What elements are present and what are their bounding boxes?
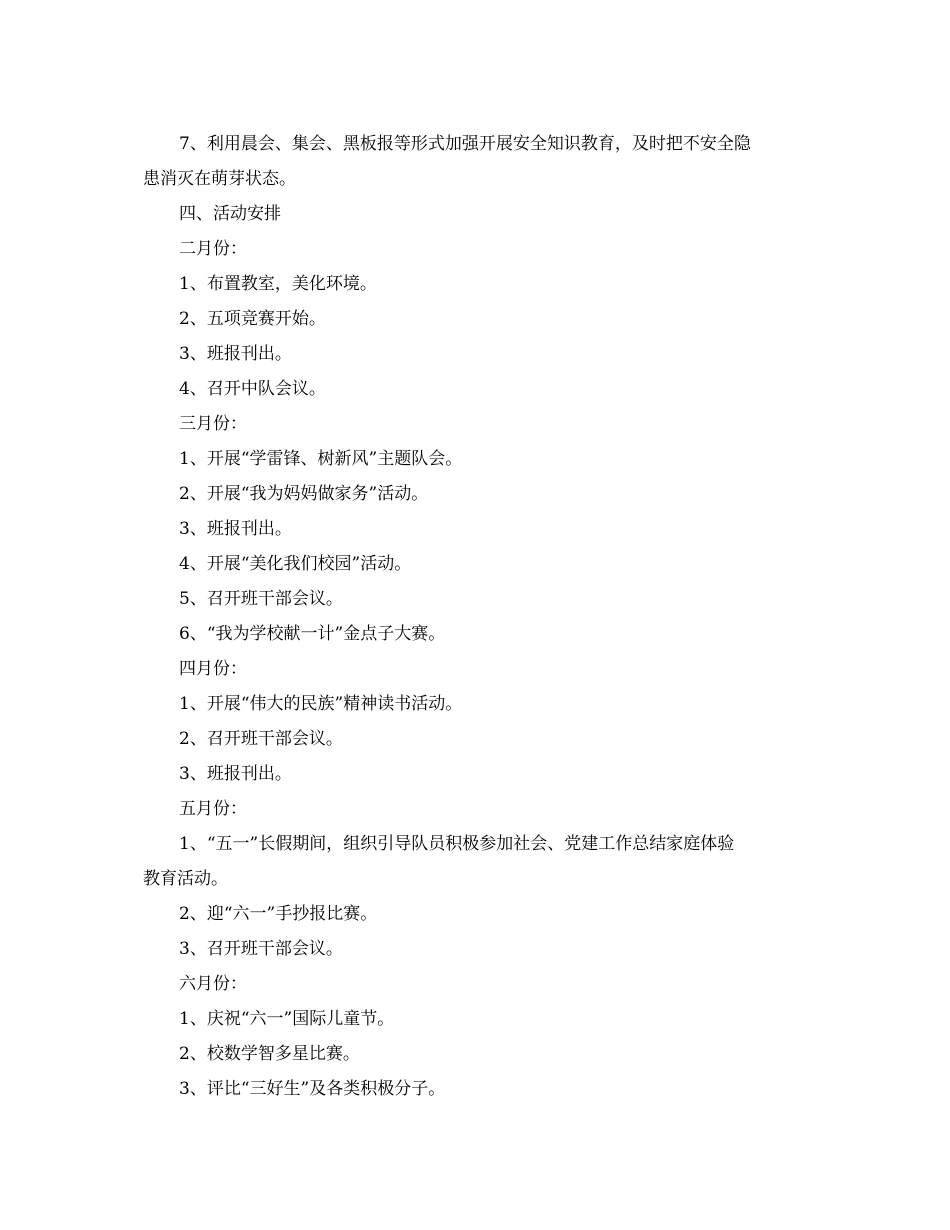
list-item: 2、五项竞赛开始。: [179, 309, 326, 329]
month-heading: 五月份：: [179, 799, 247, 819]
month-heading: 六月份：: [179, 974, 247, 994]
list-item: 3、召开班干部会议。: [179, 939, 343, 959]
list-item: 3、班报刊出。: [179, 344, 292, 364]
list-item: 2、校数学智多星比赛。: [179, 1044, 360, 1064]
paragraph-line: 7、利用晨会、集会、黑板报等形式加强开展安全知识教育，及时把不安全隐: [179, 134, 751, 154]
list-item: 3、班报刊出。: [179, 764, 292, 784]
list-item: 3、班报刊出。: [179, 519, 292, 539]
list-item: 4、开展“美化我们校园”活动。: [179, 554, 412, 574]
list-item: 1、布置教室，美化环境。: [179, 274, 377, 294]
list-item: 2、迎“六一”手抄报比赛。: [179, 904, 378, 924]
list-item: 4、召开中队会议。: [179, 379, 326, 399]
month-heading: 三月份：: [179, 414, 247, 434]
paragraph-line: 患消灭在萌芽状态。: [143, 169, 296, 189]
list-item: 1、开展“伟大的民族”精神读书活动。: [179, 694, 463, 714]
list-item: 2、开展“我为妈妈做家务”活动。: [179, 484, 429, 504]
list-item: 1、开展“学雷锋、树新风”主题队会。: [179, 449, 463, 469]
month-heading: 四月份：: [179, 659, 247, 679]
month-heading: 二月份：: [179, 239, 247, 259]
section-heading: 四、活动安排: [179, 204, 281, 224]
list-item: 6、“我为学校献一计”金点子大赛。: [179, 624, 446, 644]
list-item: 1、“五一”长假期间，组织引导队员积极参加社会、党建工作总结家庭体验: [179, 834, 735, 854]
list-item: 3、评比“三好生”及各类积极分子。: [179, 1079, 446, 1099]
list-item-continuation: 教育活动。: [143, 869, 228, 889]
list-item: 1、庆祝“六一”国际儿童节。: [179, 1009, 395, 1029]
list-item: 5、召开班干部会议。: [179, 589, 343, 609]
list-item: 2、召开班干部会议。: [179, 729, 343, 749]
